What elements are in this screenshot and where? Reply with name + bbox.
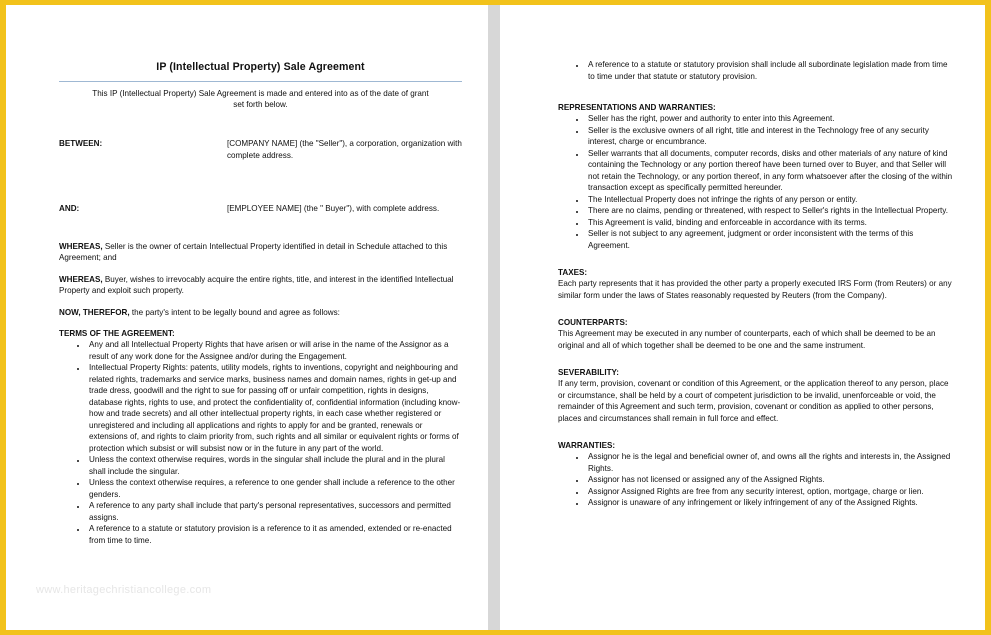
list-item: • Any and all Intellectual Property Rights that have arisen or will arise in the name of the Assignor as a result of any work done for the Assignee and/or during the Engagement. <box>87 339 462 362</box>
title-divider <box>59 81 462 82</box>
terms-list <box>59 339 462 546</box>
whereas-paragraph-1 <box>59 241 462 264</box>
warranties-list <box>558 451 955 509</box>
watermark-text: www.heritagechristiancollege.com <box>36 584 212 596</box>
list-item: • Assignor he is the legal and beneficial owner of, and owns all the rights and interests in, the Assigned Rights. <box>586 451 955 474</box>
and-label: AND: <box>59 204 80 213</box>
between-party <box>59 138 462 161</box>
page-2 <box>500 5 985 630</box>
warranties-heading: WARRANTIES: <box>558 441 616 450</box>
list-item: • Unless the context otherwise requires, words in the singular shall include the plural and in the plural shall include the singular. <box>87 454 462 477</box>
therefor-text: the party's intent to be legally bound and agree as follows: <box>129 307 340 317</box>
list-item: • Unless the context otherwise requires, a reference to one gender shall include a reference to the other genders. <box>87 477 462 500</box>
whereas-text: Seller is the owner of certain Intellectual Property identified in detail in Schedule attached to this Agreement; and <box>59 241 448 262</box>
list-item: • A reference to a statute or statutory provision shall include all subordinate legislation made from time to time under that statute or statutory provision. <box>586 59 955 82</box>
therefor-paragraph <box>59 307 462 319</box>
intro-paragraph: This IP (Intellectual Property) Sale Agreement is made and entered into as of the date of grant set forth below. <box>92 89 429 109</box>
list-item: • Seller is not subject to any agreement, judgment or order inconsistent with the terms of this Agreement. <box>586 228 955 251</box>
document-title: IP (Intellectual Property) Sale Agreement <box>156 61 365 73</box>
whereas-paragraph-2 <box>59 274 462 297</box>
whereas-text: Buyer, wishes to irrevocably acquire the entire rights, title, and interest in the identified Intellectual Property and exploit such property. <box>59 274 454 295</box>
between-label: BETWEEN: <box>59 139 103 148</box>
list-item: • Seller has the right, power and authority to enter into this Agreement. <box>586 113 955 125</box>
counterparts-heading: COUNTERPARTS: <box>558 318 628 327</box>
list-item: • There are no claims, pending or threatened, with respect to Seller's rights in the Intellectual Property. <box>586 205 955 217</box>
list-item: • Assignor Assigned Rights are free from any security interest, option, mortgage, charge or lien. <box>586 486 955 498</box>
list-item: • Seller is the exclusive owners of all right, title and interest in the Technology free of any security interest, charge or encumbrance. <box>586 125 955 148</box>
representations-heading: REPRESENTATIONS AND WARRANTIES: <box>558 103 716 112</box>
and-party <box>59 203 462 215</box>
taxes-heading: TAXES: <box>558 268 588 277</box>
list-item: • Seller warrants that all documents, computer records, disks and other materials of any nature of kind containing the Technology or any portion thereof have been turned over to Buyer, and that Seller will not retain the Technology, or any portion thereof, in any form whatsoever after the closing of the within transaction except as specifically permitted hereunder. <box>586 148 955 194</box>
list-item: • Assignor is unaware of any infringement or likely infringement of any of the Assigned Rights. <box>586 497 955 509</box>
taxes-text: Each party represents that it has provided the other party a properly executed IRS Form (from Reuters) or any similar form under the laws of States reasonably requested by Reuters (from the Company). <box>558 279 952 300</box>
whereas-lead: WHEREAS, <box>59 274 103 284</box>
therefor-lead: NOW, THEREFOR, <box>59 307 130 317</box>
list-item: • A reference to a statute or statutory provision is a reference to it as amended, extended or re-enacted from time to time. <box>87 523 462 546</box>
counterparts-text: This Agreement may be executed in any number of counterparts, each of which shall be deemed to be an original and all of which together shall be deemed to be one and the same instrument. <box>558 329 936 350</box>
terms-heading: TERMS OF THE AGREEMENT: <box>59 329 175 338</box>
representations-list <box>558 113 955 251</box>
severability-text: If any term, provision, covenant or condition of this Agreement, or the application thereof to any person, place or circumstance, shall be held by a court of competent jurisdiction to be invalid, unenforceable or void, the remainder of this Agreement and such term, provision, covenant or condition as applied to other persons, places and circumstances shall remain in full force and effect. <box>558 379 949 423</box>
severability-heading: SEVERABILITY: <box>558 368 620 377</box>
list-item: • This Agreement is valid, binding and enforceable in accordance with its terms. <box>586 217 955 229</box>
page-1 <box>6 5 488 630</box>
document-viewer <box>6 5 985 630</box>
whereas-lead: WHEREAS, <box>59 241 103 251</box>
continued-list <box>558 59 955 82</box>
between-value: [COMPANY NAME] (the "Seller"), a corporation, organization with complete address. <box>227 139 462 160</box>
list-item: • Intellectual Property Rights: patents, utility models, rights to inventions, copyright and neighbouring and related rights, trademarks and service marks, business names and domain names, rights in get-up and trade dress, goodwill and the right to sue for passing off or unfair competition, rights in designs, database rights, rights to use, and protect the confidentiality of, confidential information (including know-how and trade secrets) and all other intellectual property rights, in each case whether registered or unregistered and including all applications and rights to apply for and be granted, renewals or extensions of, and rights to claim priority from, such rights and all similar or equivalent rights or forms of protection which subsist or will subsist now or in the future in any part of the world. <box>87 362 462 454</box>
list-item: • The Intellectual Property does not infringe the rights of any person or entity. <box>586 194 955 206</box>
and-value: [EMPLOYEE NAME] (the " Buyer"), with complete address. <box>227 204 440 213</box>
list-item: • A reference to any party shall include that party's personal representatives, successors and permitted assigns. <box>87 500 462 523</box>
list-item: • Assignor has not licensed or assigned any of the Assigned Rights. <box>586 474 955 486</box>
